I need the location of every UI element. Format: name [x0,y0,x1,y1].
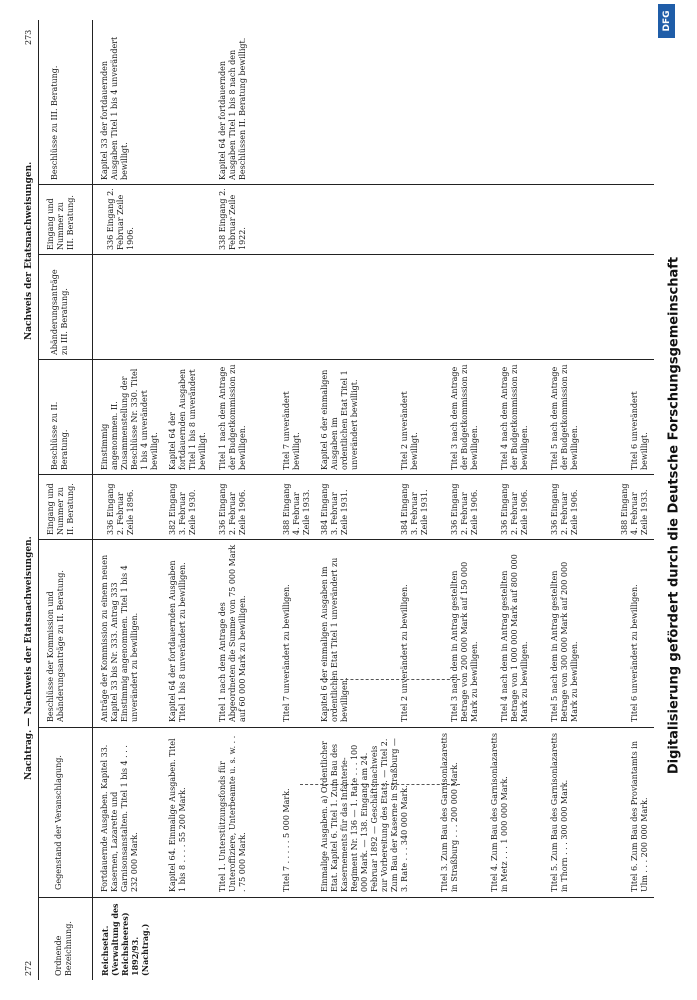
row-6-col-5: Titel 2 unverändert bewilligt. [400,391,419,470]
row-1-col-3: Anträge der Kommission zu einem neuen Kapitel 33 bis Nr. 333. Antrag 333 Einstimmig angenommen. Titel 1 bis 4 unverändert zu bewilligen. [100,554,139,722]
header-title-right: Nachweis der Etatsnachweisungen. [24,161,34,340]
column-header-3: Beschlüsse der Kommission und Abänderungsanträge zu II. Beratung. [46,570,65,722]
row-7-col-2: Titel 4. Zum Bau des Garnisonlazaretts in Metz . . . 1 000 000 Mark. [490,733,509,892]
row-10-col-5: Titel 6 unverändert bewilligt. [630,391,649,470]
row-6-col-2: Titel 3. Zum Bau des Garnisonlazaretts in Straßburg . . . 200 000 Mark. [440,733,459,892]
column-rule [38,474,678,475]
row-5-col-2: Einmalige Ausgaben. a) Ordentlicher Etat. Kapitel 6. Titel 1. Zum Bau des Kasernements für das Infanterie-Regiment Nr. 136 — 1. Rate . . . 100 000 Mark. — 138. Eingang am 24. Februar 1892 — Geschäftsnachweis zur Vorbereitung des Etats. — Titel 2. Zum Bau der Kaserne in Straßburg — 3. Rate . . . 340 000 Mark. [320,738,409,892]
dfg-sidebar [654,0,697,1000]
row-1-col-1: Reichsetat. (Verwaltung des Reichsheeres) 1892/93. (Nachtrag.) [100,903,150,976]
column-header-6: Abänderungsanträge zu III. Beratung. [50,269,69,355]
row-1-col-4: 336 Eingang 2. Februar Zeile 1896. [106,483,135,535]
row-3-col-4: 336 Eingang 2. Februar Zeile 1906. [218,483,247,535]
row-1-col-5: Einstimmig angenommen. II. Zusammenstellung der Beschlüsse Nr. 330. Titel 1 bis 4 unverändert bewilligt. [100,368,159,470]
column-rule [38,254,678,255]
column-header-8: Beschlüsse zu III. Beratung. [50,65,59,180]
column-header-2: Gegenstand der Veranschlagung. [54,755,63,890]
dfg-logo-icon [658,4,675,38]
row-3-col-8: Kapitel 64 der fortdauernden Ausgaben Titel 1 bis 8 nach den Beschlüssen II. Beratung bewilligt. [218,37,247,180]
row-5-col-5: Kapitel 6 der einmaligen Ausgaben im ordentlichen Etat Titel 1 unverändert bewilligt. [320,369,359,470]
row-2-col-3: Kapitel 64 der fortdauernden Ausgaben Titel 1 bis 8 unverändert zu bewilligen. [168,560,187,722]
row-5-col-4: 384 Eingang 3. Februar Zeile 1931. [320,483,349,535]
row-7-col-5: Titel 3 nach dem Antrage der Budgetkommission zu bewilligen. [450,364,479,470]
rotated-table [20,20,680,980]
row-1-col-7: 336 Eingang 2. Februar Zeile 1906. [106,188,135,250]
row-2-col-5: Kapitel 64 der fortdauernden Ausgaben Titel 1 bis 8 unverändert bewilligt. [168,368,207,470]
column-header-1: Ordnende Bezeichnung. [54,921,73,976]
row-6-col-3: Titel 2 unverändert zu bewilligen. [400,584,409,722]
column-rule [38,184,678,185]
dfg-logo-text: DFG [662,10,672,32]
column-header-7: Eingang und Nummer zu III. Beratung. [46,195,75,250]
page-number-right: 273 [24,29,33,45]
row-5-col-3: Kapitel 6 der einmaligen Ausgaben im ordentlichen Etat Titel 1 unverändert zu bewilligen. [320,557,349,722]
row-9-col-3: Titel 5 nach dem in Antrag gestellten Betrage von 300 000 Mark auf 200 000 Mark zu bewilligen. [550,561,579,722]
row-8-col-2: Titel 5. Zum Bau des Garnisonlazaretts in Thorn . . . 300 000 Mark. [550,733,569,892]
row-3-col-7: 338 Eingang 2. Februar Zeile 1922. [218,188,247,250]
row-9-col-2: Titel 6. Zum Bau des Proviantamts in Ulm . . . 200 000 Mark. [630,741,649,892]
column-rule [38,539,678,540]
row-7-col-3: Titel 3 nach dem in Antrag gestellten Betrage von 200 000 Mark auf 150 000 Mark zu bewilligen. [450,561,479,722]
row-10-col-4: 388 Eingang 4. Februar Zeile 1933. [620,483,649,535]
row-1-col-2: Fortdauernde Ausgaben. Kapitel 33. Kasernen, Lazarette und Garnisonsanstalten. Titel 1 bis 4 . . . 232 000 Mark. [100,744,139,892]
attribution-text: Digitalisierung gefördert durch die Deutsche Forschungsgemeinschaft [666,256,682,775]
row-9-col-4: 336 Eingang 2. Februar Zeile 1906. [550,483,579,535]
header-rule-bottom [92,20,93,980]
header-rule-top [38,20,39,980]
column-rule [38,897,678,898]
row-8-col-3: Titel 4 nach dem in Antrag gestellten Betrage von 1 000 000 Mark auf 800 000 Mark zu bewilligen. [500,554,529,722]
column-header-4: Eingang und Nummer zu II. Beratung. [46,483,75,535]
row-4-col-3: Titel 7 unverändert zu bewilligen. [282,584,291,722]
column-header-5: Beschlüsse zu II. Beratung. [50,401,69,470]
row-4-col-5: Titel 7 unverändert bewilligt. [282,391,301,470]
row-7-col-4: 336 Eingang 2. Februar Zeile 1906. [450,483,479,535]
row-8-col-4: 336 Eingang 2. Februar Zeile 1906. [500,483,529,535]
row-6-col-4: 384 Eingang 3. Februar Zeile 1931. [400,483,429,535]
row-1-col-8: Kapitel 33 der fortdauernden Ausgaben Titel 1 bis 4 unverändert bewilligt. [100,36,129,180]
row-3-col-3: Titel 1 nach dem Antrage des Abgeordneten die Summe von 75 000 Mark auf 60 000 Mark zu bewilligen. [218,544,247,722]
column-rule [38,359,678,360]
row-10-col-3: Titel 6 unverändert zu bewilligen. [630,584,639,722]
row-3-col-5: Titel 1 nach dem Antrage der Budgetkommission zu bewilligen. [218,364,247,470]
row-8-col-5: Titel 4 nach dem Antrage der Budgetkommission zu bewilligen. [500,364,529,470]
row-3-col-2: Titel 1. Unterstützungsfonds für Unteroffiziere, Unterbeamte u. s. w. . . . 75 000 Mark. [218,735,247,892]
header-title-left: Nachtrag. — Nachweis der Etatsnachweisungen. [24,536,34,780]
row-9-col-5: Titel 5 nach dem Antrage der Budgetkommission zu bewilligen. [550,364,579,470]
row-4-col-2: Titel 7 . . . . . 5 000 Mark. [282,788,291,892]
page-number-left: 272 [24,960,33,976]
column-rule [38,727,678,728]
row-2-col-4: 382 Eingang 3. Februar Zeile 1930. [168,483,197,535]
row-4-col-4: 388 Eingang 4. Februar Zeile 1933. [282,483,311,535]
row-2-col-2: Kapitel 64. Einmalige Ausgaben. Titel 1 bis 8 . . . . 55 200 Mark. [168,738,187,892]
